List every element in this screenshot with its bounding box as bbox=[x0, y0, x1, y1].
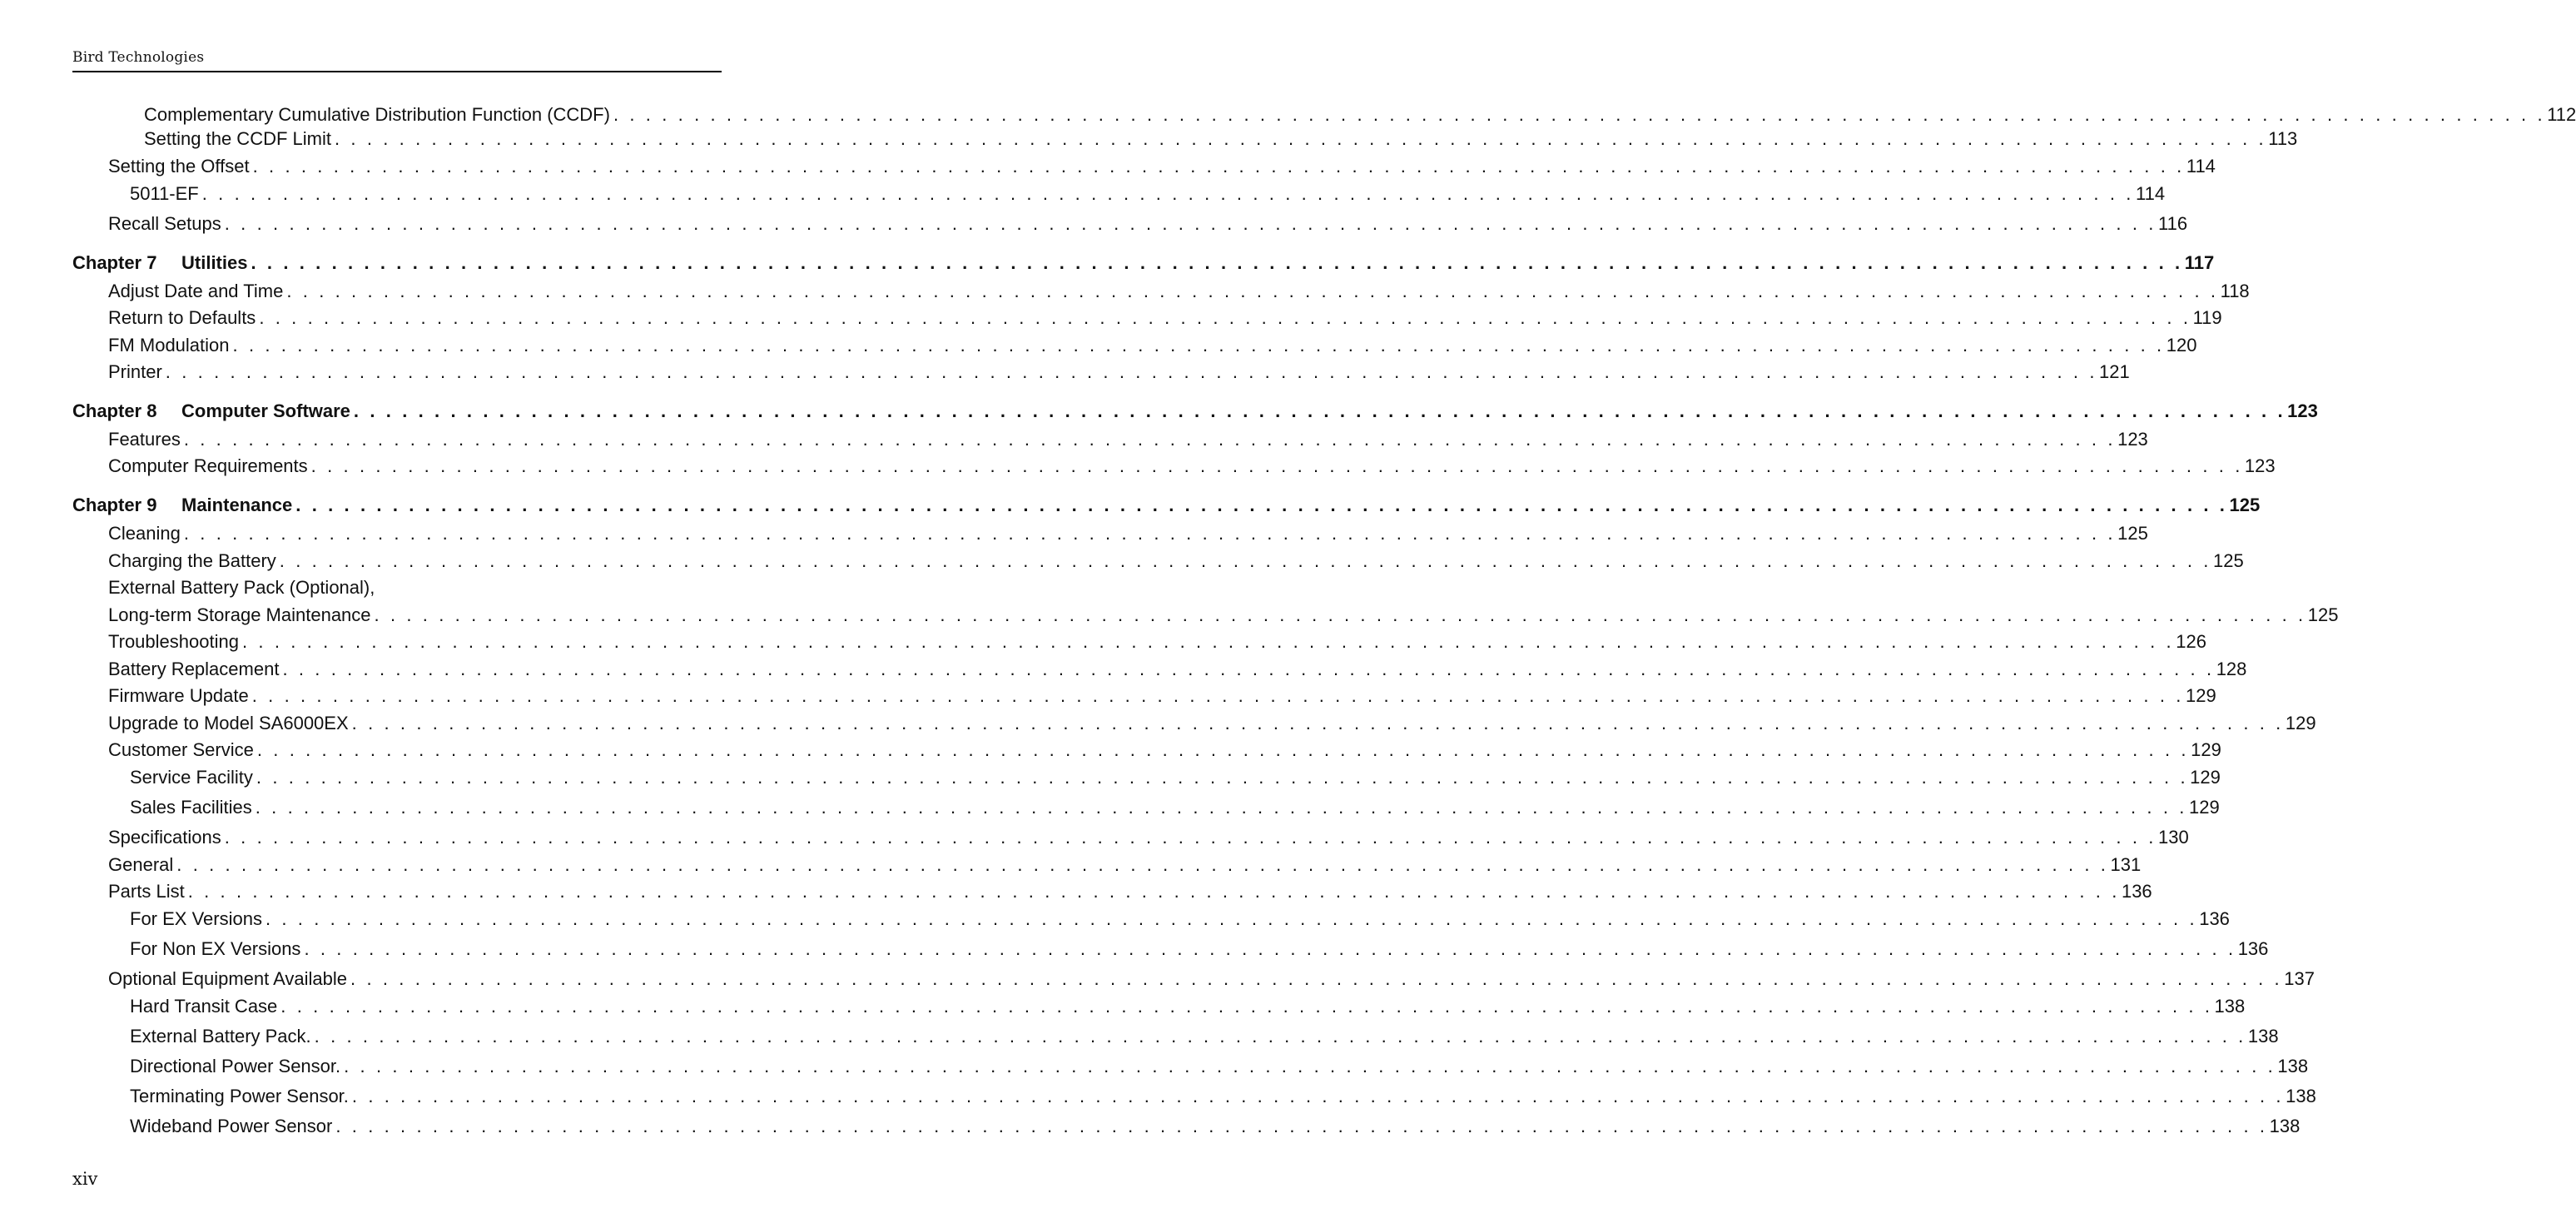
header-rule bbox=[72, 71, 722, 72]
toc-entry bbox=[108, 154, 2216, 179]
toc-entry bbox=[108, 629, 2206, 654]
toc-entry-title bbox=[72, 251, 247, 276]
toc-page-number: 112 bbox=[2547, 104, 2576, 125]
toc-entry-title bbox=[108, 738, 254, 763]
toc-entry bbox=[108, 853, 2142, 877]
toc-entry-text: FM Modulation bbox=[108, 335, 230, 355]
toc-dot-leader: . . . . . . . . . . . . . . . . . . . . . . . . . . . . . . . . . . . . . . . . . . . . . . . . . . . . . . . . . . . . . . . . . . . . . . . . . . . . . . . . . . . . . . . . . . . . . . . . . . . . . . . . . . . . . . . . . . . . . . . . bbox=[374, 604, 2306, 625]
toc-entry bbox=[130, 1024, 2279, 1049]
toc-entry bbox=[130, 907, 2230, 932]
toc-entry-text: Return to Defaults bbox=[108, 307, 256, 328]
toc-entry bbox=[108, 575, 722, 600]
toc-chapter-label: Chapter 8 bbox=[72, 400, 157, 421]
toc-entry-title bbox=[130, 1024, 311, 1049]
toc-page-number: 138 bbox=[2277, 1056, 2309, 1076]
toc-dot-leader: . . . . . . . . . . . . . . . . . . . . . . . . . . . . . . . . . . . . . . . . . . . . . . . . . . . . . . . . . . . . . . . . . . . . . . . . . . . . . . . . . . . . . . . . . . . . . . . . . . . . . . . . . . . . . . . . . . . . . . . . bbox=[176, 854, 2109, 875]
toc-entry-text: External Battery Pack (Optional), bbox=[108, 577, 375, 598]
toc-entry bbox=[130, 181, 2166, 206]
toc-chapter-label: Chapter 7 bbox=[72, 252, 157, 273]
toc-dot-leader: . . . . . . . . . . . . . . . . . . . . . . . . . . . . . . . . . . . . . . . . . . . . . . . . . . . . . . . . . . . . . . . . . . . . . . . . . . . . . . . . . . . . . . . . . . . . . . . . . . . . . . . . . . . . . . . . . . . . . . . . bbox=[344, 1056, 2276, 1076]
toc-entry bbox=[108, 279, 2250, 304]
toc-dot-leader: . . . . . . . . . . . . . . . . . . . . . . . . . . . . . . . . . . . . . . . . . . . . . . . . . . . . . . . . . . . . . . . . . . . . . . . . . . . . . . . . . . . . . . . . . . . . . . . . . . . . . . . . . . . . . . . . . . . . . . . . bbox=[241, 631, 2175, 652]
toc-dot-leader: . . . . . . . . . . . . . . . . . . . . . . . . . . . . . . . . . . . . . . . . . . . . . . . . . . . . . . . . . . . . . . . . . . . . . . . . . . . . . . . . . . . . . . . . . . . . . . . . . . . . . . . . . . . . . . . . . . . . . . . . bbox=[280, 996, 2213, 1017]
toc-entry-text: Computer Software bbox=[181, 400, 350, 421]
toc-page-number: 128 bbox=[2216, 659, 2247, 679]
toc-page-number: 114 bbox=[2136, 183, 2166, 204]
toc-dot-leader: . . . . . . . . . . . . . . . . . . . . . . . . . . . . . . . . . . . . . . . . . . . . . . . . . . . . . . . . . . . . . . . . . . . . . . . . . . . . . . . . . . . . . . . . . . . . . . . . . . . . . . . . . . . . . . . . . . . . . . . . bbox=[350, 968, 2283, 989]
toc-entry-title bbox=[108, 360, 162, 385]
toc-page-number: 125 bbox=[2229, 495, 2261, 515]
toc-dot-leader: . . . . . . . . . . . . . . . . . . . . . . . . . . . . . . . . . . . . . . . . . . . . . . . . . . . . . . . . . . . . . . . . . . . . . . . . . . . . . . . . . . . . . . . . . . . . . . . . . . . . . . . . . . . . . . . . . . . . . . . . bbox=[224, 213, 2157, 234]
toc-entry bbox=[130, 1054, 2309, 1079]
toc-entry-title bbox=[130, 1114, 332, 1139]
toc-entry bbox=[108, 454, 2276, 479]
running-header: Bird Technologies bbox=[72, 49, 205, 66]
toc-entry-text: External Battery Pack. bbox=[130, 1026, 311, 1047]
toc-entry bbox=[108, 211, 2188, 236]
toc-entry bbox=[108, 879, 2152, 904]
toc-entry-text: Service Facility bbox=[130, 767, 253, 788]
toc-entry-text: Troubleshooting bbox=[108, 631, 239, 652]
toc-dot-leader: . . . . . . . . . . . . . . . . . . . . . . . . . . . . . . . . . . . . . . . . . . . . . . . . . . . . . . . . . . . . . . . . . . . . . . . . . . . . . . . . . . . . . . . . . . . . . . . . . . . . . . . . . . . . . . . . . . . . . . . . bbox=[304, 938, 2236, 959]
toc-entry-title bbox=[108, 967, 347, 992]
toc-page-number: 125 bbox=[2213, 550, 2244, 571]
toc-page-number: 138 bbox=[2269, 1116, 2301, 1136]
toc-entry-title bbox=[108, 154, 250, 179]
toc-entry-text: Setting the CCDF Limit bbox=[144, 128, 331, 149]
toc-dot-leader: . . . . . . . . . . . . . . . . . . . . . . . . . . . . . . . . . . . . . . . . . . . . . . . . . . . . . . . . . . . . . . . . . . . . . . . . . . . . . . . . . . . . . . . . . . . . . . . . . . . . . . . . . . . . . . . . . . . . . . . . bbox=[256, 767, 2189, 788]
toc-entry-title bbox=[108, 879, 185, 904]
toc-page-number: 121 bbox=[2099, 361, 2130, 382]
toc-page-number: 136 bbox=[2121, 881, 2152, 902]
toc-page-number: 129 bbox=[2188, 797, 2220, 818]
toc-page-number: 126 bbox=[2176, 631, 2206, 652]
toc-dot-leader: . . . . . . . . . . . . . . . . . . . . . . . . . . . . . . . . . . . . . . . . . . . . . . . . . . . . . . . . . . . . . . . . . . . . . . . . . . . . . . . . . . . . . . . . . . . . . . . . . . . . . . . . . . . . . . . . . . . . . . . . bbox=[251, 685, 2184, 706]
toc-dot-leader: . . . . . . . . . . . . . . . . . . . . . . . . . . . . . . . . . . . . . . . . . . . . . . . . . . . . . . . . . . . . . . . . . . . . . . . . . . . . . . . . . . . . . . . . . . . . . . . . . . . . . . . . . . . . . . . . . . . . . . . . bbox=[295, 495, 2228, 515]
toc-entry bbox=[130, 937, 2269, 962]
toc-page-number: 131 bbox=[2110, 854, 2142, 875]
toc-entry-text: Upgrade to Model SA6000EX bbox=[108, 713, 349, 733]
toc-dot-leader: . . . . . . . . . . . . . . . . . . . . . . . . . . . . . . . . . . . . . . . . . . . . . . . . . . . . . . . . . . . . . . . . . . . . . . . . . . . . . . . . . . . . . . . . . . . . . . . . . . . . . . . . . . . . . . . . . . . . . . . . bbox=[265, 908, 2198, 929]
toc-dot-leader: . . . . . . . . . . . . . . . . . . . . . . . . . . . . . . . . . . . . . . . . . . . . . . . . . . . . . . . . . . . . . . . . . . . . . . . . . . . . . . . . . . . . . . . . . . . . . . . . . . . . . . . . . . . . . . . . . . . . . . . . bbox=[201, 183, 2134, 204]
toc-entry-title bbox=[108, 549, 276, 574]
toc-entry-title bbox=[108, 825, 221, 850]
toc-entry-text: Optional Equipment Available bbox=[108, 968, 348, 989]
toc-entry-text: For EX Versions bbox=[130, 908, 262, 929]
toc-page-number: 120 bbox=[2166, 335, 2197, 355]
toc-page-number: 129 bbox=[2285, 713, 2316, 733]
toc-dot-leader: . . . . . . . . . . . . . . . . . . . . . . . . . . . . . . . . . . . . . . . . . . . . . . . . . . . . . . . . . . . . . . . . . . . . . . . . . . . . . . . . . . . . . . . . . . . . . . . . . . . . . . . . . . . . . . . . . . . . . . . . bbox=[335, 1116, 2268, 1136]
toc-entry-text: Adjust Date and Time bbox=[108, 281, 284, 301]
toc-entry-text: For Non EX Versions bbox=[130, 938, 301, 959]
toc-entry bbox=[130, 765, 2221, 790]
toc-entry bbox=[108, 657, 2247, 682]
toc-entry bbox=[108, 333, 2197, 358]
toc-dot-leader: . . . . . . . . . . . . . . . . . . . . . . . . . . . . . . . . . . . . . . . . . . . . . . . . . . . . . . . . . . . . . . . . . . . . . . . . . . . . . . . . . . . . . . . . . . . . . . . . . . . . . . . . . . . . . . . . . . . . . . . . bbox=[252, 156, 2185, 176]
toc-page-number: 136 bbox=[2199, 908, 2230, 929]
toc-entry-title bbox=[130, 795, 252, 820]
toc-entry-title bbox=[130, 937, 300, 962]
toc-entry-title bbox=[130, 181, 199, 206]
toc-dot-leader: . . . . . . . . . . . . . . . . . . . . . . . . . . . . . . . . . . . . . . . . . . . . . . . . . . . . . . . . . . . . . . . . . . . . . . . . . . . . . . . . . . . . . . . . . . . . . . . . . . . . . . . . . . . . . . . . . . . . . . . . bbox=[282, 659, 2215, 679]
toc-entry-title bbox=[130, 994, 277, 1019]
toc-entry-text: Customer Service bbox=[108, 739, 254, 760]
toc-entry bbox=[108, 825, 2189, 850]
toc-page-number: 137 bbox=[2284, 968, 2315, 989]
toc-dot-leader: . . . . . . . . . . . . . . . . . . . . . . . . . . . . . . . . . . . . . . . . . . . . . . . . . . . . . . . . . . . . . . . . . . . . . . . . . . . . . . . . . . . . . . . . . . . . . . . . . . . . . . . . . . . . . . . . . . . . . . . . bbox=[286, 281, 2219, 301]
toc-entry-title bbox=[108, 711, 349, 736]
toc-entry bbox=[108, 306, 2222, 331]
toc-entry-title bbox=[144, 127, 331, 152]
toc-entry-text: Utilities bbox=[181, 252, 248, 273]
toc-page-number: 130 bbox=[2158, 827, 2189, 848]
toc-entry bbox=[108, 684, 2216, 708]
toc-entry-text: Charging the Battery bbox=[108, 550, 276, 571]
toc-page-number: 138 bbox=[2286, 1086, 2316, 1106]
toc-entry-title bbox=[144, 102, 610, 127]
toc-page-number: 123 bbox=[2244, 455, 2276, 476]
toc-entry bbox=[108, 711, 2316, 736]
toc-dot-leader: . . . . . . . . . . . . . . . . . . . . . . . . . . . . . . . . . . . . . . . . . . . . . . . . . . . . . . . . . . . . . . . . . . . . . . . . . . . . . . . . . . . . . . . . . . . . . . . . . . . . . . . . . . . . . . . . . . . . . . . . bbox=[187, 881, 2120, 902]
toc-page-number: 118 bbox=[2220, 281, 2250, 301]
toc-page-number: 123 bbox=[2287, 400, 2318, 421]
toc-page-number: 119 bbox=[2192, 307, 2222, 328]
toc-dot-leader: . . . . . . . . . . . . . . . . . . . . . . . . . . . . . . . . . . . . . . . . . . . . . . . . . . . . . . . . . . . . . . . . . . . . . . . . . . . . . . . . . . . . . . . . . . . . . . . . . . . . . . . . . . . . . . . . . . . . . . . . bbox=[224, 827, 2157, 848]
toc-page-number: 136 bbox=[2237, 938, 2269, 959]
toc-dot-leader: . . . . . . . . . . . . . . . . . . . . . . . . . . . . . . . . . . . . . . . . . . . . . . . . . . . . . . . . . . . . . . . . . . . . . . . . . . . . . . . . . . . . . . . . . . . . . . . . . . . . . . . . . . . . . . . . . . . . . . . . bbox=[183, 429, 2117, 450]
toc-entry-text: Printer bbox=[108, 361, 162, 382]
toc-entry-title bbox=[130, 1054, 340, 1079]
toc-page-number: 129 bbox=[2190, 767, 2221, 788]
toc-entry-title bbox=[108, 427, 181, 452]
toc-entry-text: Computer Requirements bbox=[108, 455, 308, 476]
page-number: xiv bbox=[72, 1169, 98, 1189]
toc-page-number: 113 bbox=[2268, 128, 2298, 149]
toc-entry-title bbox=[108, 603, 371, 628]
toc-entry-title bbox=[108, 333, 230, 358]
toc-entry bbox=[130, 994, 2246, 1019]
toc-entry-title bbox=[72, 493, 292, 518]
toc-page-number: 125 bbox=[2307, 604, 2339, 625]
toc-entry-text: Setting the Offset bbox=[108, 156, 250, 176]
toc-dot-leader: . . . . . . . . . . . . . . . . . . . . . . . . . . . . . . . . . . . . . . . . . . . . . . . . . . . . . . . . . . . . . . . . . . . . . . . . . . . . . . . . . . . . . . . . . . . . . . . . . . . . . . . . . . . . . . . . . . . . . . . . bbox=[310, 455, 2243, 476]
toc-entry bbox=[108, 427, 2148, 452]
toc-entry-title bbox=[108, 521, 181, 546]
toc-entry-text: Battery Replacement bbox=[108, 659, 280, 679]
toc-page-number: 129 bbox=[2185, 685, 2216, 706]
toc-entry bbox=[108, 738, 2221, 763]
toc-dot-leader: . . . . . . . . . . . . . . . . . . . . . . . . . . . . . . . . . . . . . . . . . . . . . . . . . . . . . . . . . . . . . . . . . . . . . . . . . . . . . . . . . . . . . . . . . . . . . . . . . . . . . . . . . . . . . . . . . . . . . . . . bbox=[259, 307, 2191, 328]
toc-entry bbox=[130, 1114, 2301, 1139]
toc-page-number: 129 bbox=[2191, 739, 2221, 760]
toc-page-number: 117 bbox=[2184, 252, 2215, 273]
toc-entry-text: Cleaning bbox=[108, 523, 181, 544]
toc-entry-title bbox=[108, 279, 283, 304]
toc-entry-text: 5011-EF bbox=[130, 183, 199, 204]
toc-entry-title bbox=[130, 907, 262, 932]
toc-dot-leader: . . . . . . . . . . . . . . . . . . . . . . . . . . . . . . . . . . . . . . . . . . . . . . . . . . . . . . . . . . . . . . . . . . . . . . . . . . . . . . . . . . . . . . . . . . . . . . . . . . . . . . . . . . . . . . . . . . . . . . . . bbox=[613, 104, 2546, 125]
toc-entry bbox=[144, 127, 2298, 152]
toc-dot-leader: . . . . . . . . . . . . . . . . . . . . . . . . . . . . . . . . . . . . . . . . . . . . . . . . . . . . . . . . . . . . . . . . . . . . . . . . . . . . . . . . . . . . . . . . . . . . . . . . . . . . . . . . . . . . . . . . . . . . . . . . bbox=[353, 400, 2286, 421]
toc-entry bbox=[108, 967, 2315, 992]
toc-entry-title bbox=[108, 629, 239, 654]
toc-entry bbox=[108, 549, 2244, 574]
toc-page-number: 116 bbox=[2158, 213, 2188, 234]
toc-entry-text: Firmware Update bbox=[108, 685, 249, 706]
toc-dot-leader: . . . . . . . . . . . . . . . . . . . . . . . . . . . . . . . . . . . . . . . . . . . . . . . . . . . . . . . . . . . . . . . . . . . . . . . . . . . . . . . . . . . . . . . . . . . . . . . . . . . . . . . . . . . . . . . . . . . . . . . . bbox=[334, 128, 2267, 149]
toc-dot-leader: . . . . . . . . . . . . . . . . . . . . . . . . . . . . . . . . . . . . . . . . . . . . . . . . . . . . . . . . . . . . . . . . . . . . . . . . . . . . . . . . . . . . . . . . . . . . . . . . . . . . . . . . . . . . . . . . . . . . . . . . bbox=[183, 523, 2117, 544]
toc-page-number: 138 bbox=[2247, 1026, 2279, 1047]
toc-page-number: 138 bbox=[2214, 996, 2246, 1017]
toc-entry-text: Specifications bbox=[108, 827, 221, 848]
toc-dot-leader: . . . . . . . . . . . . . . . . . . . . . . . . . . . . . . . . . . . . . . . . . . . . . . . . . . . . . . . . . . . . . . . . . . . . . . . . . . . . . . . . . . . . . . . . . . . . . . . . . . . . . . . . . . . . . . . . . . . . . . . . bbox=[165, 361, 2098, 382]
toc-dot-leader: . . . . . . . . . . . . . . . . . . . . . . . . . . . . . . . . . . . . . . . . . . . . . . . . . . . . . . . . . . . . . . . . . . . . . . . . . . . . . . . . . . . . . . . . . . . . . . . . . . . . . . . . . . . . . . . . . . . . . . . . bbox=[251, 252, 2183, 273]
toc-entry bbox=[108, 521, 2148, 546]
toc-entry bbox=[130, 795, 2220, 820]
toc-entry-text: Long-term Storage Maintenance bbox=[108, 604, 371, 625]
toc-page-number: 114 bbox=[2186, 156, 2216, 176]
toc-entry-text: Hard Transit Case bbox=[130, 996, 278, 1017]
toc-entry-text: Recall Setups bbox=[108, 213, 221, 234]
toc-dot-leader: . . . . . . . . . . . . . . . . . . . . . . . . . . . . . . . . . . . . . . . . . . . . . . . . . . . . . . . . . . . . . . . . . . . . . . . . . . . . . . . . . . . . . . . . . . . . . . . . . . . . . . . . . . . . . . . . . . . . . . . . bbox=[255, 797, 2187, 818]
toc-entry-title bbox=[108, 853, 173, 877]
toc-entry-title bbox=[108, 657, 279, 682]
toc-chapter-label: Chapter 9 bbox=[72, 495, 157, 515]
toc-page-number: 123 bbox=[2117, 429, 2148, 450]
toc-dot-leader: . . . . . . . . . . . . . . . . . . . . . . . . . . . . . . . . . . . . . . . . . . . . . . . . . . . . . . . . . . . . . . . . . . . . . . . . . . . . . . . . . . . . . . . . . . . . . . . . . . . . . . . . . . . . . . . . . . . . . . . . bbox=[351, 1086, 2285, 1106]
toc-entry-text: Complementary Cumulative Distribution Function (CCDF) bbox=[144, 104, 610, 125]
toc-entry-text: Directional Power Sensor. bbox=[130, 1056, 341, 1076]
toc-entry bbox=[144, 102, 2576, 127]
toc-entry-text: General bbox=[108, 854, 174, 875]
toc-dot-leader: . . . . . . . . . . . . . . . . . . . . . . . . . . . . . . . . . . . . . . . . . . . . . . . . . . . . . . . . . . . . . . . . . . . . . . . . . . . . . . . . . . . . . . . . . . . . . . . . . . . . . . . . . . . . . . . . . . . . . . . . bbox=[256, 739, 2190, 760]
toc-entry-title bbox=[108, 454, 308, 479]
toc-entry-text: Maintenance bbox=[181, 495, 293, 515]
toc-entry-title bbox=[130, 765, 253, 790]
toc-entry-title bbox=[108, 575, 375, 600]
toc-entry bbox=[108, 603, 2339, 628]
toc-dot-leader: . . . . . . . . . . . . . . . . . . . . . . . . . . . . . . . . . . . . . . . . . . . . . . . . . . . . . . . . . . . . . . . . . . . . . . . . . . . . . . . . . . . . . . . . . . . . . . . . . . . . . . . . . . . . . . . . . . . . . . . . bbox=[314, 1026, 2246, 1047]
toc-entry-title bbox=[108, 306, 256, 331]
toc-page-number: 125 bbox=[2117, 523, 2148, 544]
toc-entry-title bbox=[130, 1084, 349, 1109]
toc-entry bbox=[130, 1084, 2316, 1109]
toc-entry-text: Terminating Power Sensor. bbox=[130, 1086, 349, 1106]
toc-entry-text: Features bbox=[108, 429, 181, 450]
toc-entry-text: Parts List bbox=[108, 881, 185, 902]
toc-entry-text: Wideband Power Sensor bbox=[130, 1116, 333, 1136]
toc-chapter-entry bbox=[72, 399, 2318, 424]
toc-entry-title bbox=[108, 211, 221, 236]
toc-dot-leader: . . . . . . . . . . . . . . . . . . . . . . . . . . . . . . . . . . . . . . . . . . . . . . . . . . . . . . . . . . . . . . . . . . . . . . . . . . . . . . . . . . . . . . . . . . . . . . . . . . . . . . . . . . . . . . . . . . . . . . . . bbox=[232, 335, 2165, 355]
toc-chapter-entry bbox=[72, 493, 2261, 518]
toc-dot-leader: . . . . . . . . . . . . . . . . . . . . . . . . . . . . . . . . . . . . . . . . . . . . . . . . . . . . . . . . . . . . . . . . . . . . . . . . . . . . . . . . . . . . . . . . . . . . . . . . . . . . . . . . . . . . . . . . . . . . . . . . bbox=[351, 713, 2284, 733]
toc-entry-title bbox=[72, 399, 350, 424]
toc-entry bbox=[108, 360, 2130, 385]
toc-entry-title bbox=[108, 684, 249, 708]
toc-dot-leader: . . . . . . . . . . . . . . . . . . . . . . . . . . . . . . . . . . . . . . . . . . . . . . . . . . . . . . . . . . . . . . . . . . . . . . . . . . . . . . . . . . . . . . . . . . . . . . . . . . . . . . . . . . . . . . . . . . . . . . . . bbox=[279, 550, 2212, 571]
toc-chapter-entry bbox=[72, 251, 2215, 276]
toc-entry-text: Sales Facilities bbox=[130, 797, 252, 818]
